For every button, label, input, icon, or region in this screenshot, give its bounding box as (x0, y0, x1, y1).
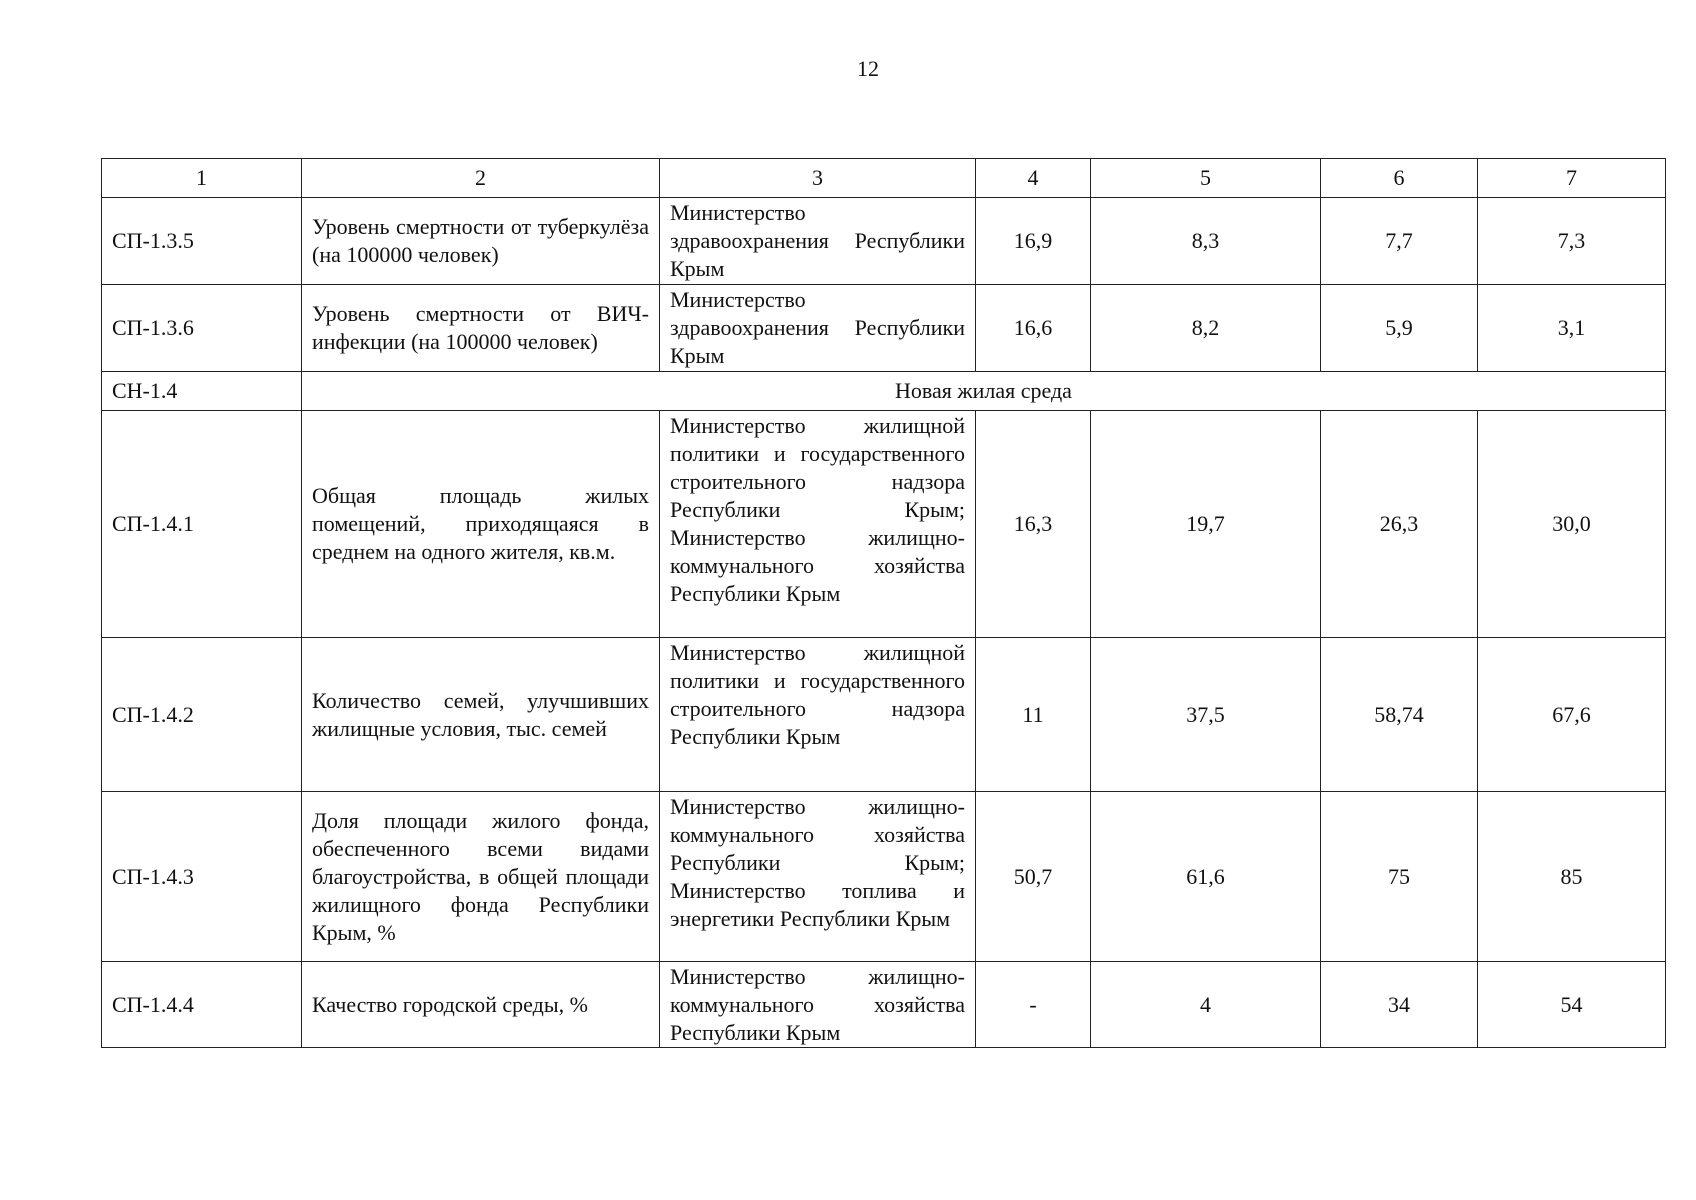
value-col-4: 50,7 (976, 792, 1091, 962)
value-col-4: 16,6 (976, 285, 1091, 372)
responsible-body: Министерство жилищно-коммунального хозяйства Республики Крым; Министерство топлива и энергетики Республики Крым (660, 792, 976, 962)
value-col-6: 5,9 (1321, 285, 1478, 372)
value-col-6: 75 (1321, 792, 1478, 962)
indicator-name: Количество семей, улучшивших жилищные условия, тыс. семей (302, 638, 660, 792)
section-row (102, 372, 1666, 411)
indicators-table (101, 158, 1666, 1048)
indicator-name: Уровень смертности от ВИЧ-инфекции (на 100000 человек) (302, 285, 660, 372)
indicator-name: Доля площади жилого фонда, обеспеченного всеми видами благоустройства, в общей площади жилищного фонда Республики Крым, % (302, 792, 660, 962)
responsible-body: Министерство жилищно-коммунального хозяйства Республики Крым (660, 962, 976, 1048)
value-col-5: 8,3 (1091, 198, 1321, 285)
responsible-body: Министерство здравоохранения Республики Крым (660, 285, 976, 372)
table-row (102, 285, 1666, 372)
table-row (102, 792, 1666, 962)
indicator-code: СП-1.4.4 (102, 962, 302, 1048)
value-col-7: 3,1 (1478, 285, 1666, 372)
value-col-7: 30,0 (1478, 411, 1666, 638)
column-header: 2 (302, 159, 660, 198)
indicator-code: СП-1.3.6 (102, 285, 302, 372)
indicator-code: СП-1.4.2 (102, 638, 302, 792)
column-header: 6 (1321, 159, 1478, 198)
value-col-5: 4 (1091, 962, 1321, 1048)
indicator-code: СП-1.3.5 (102, 198, 302, 285)
value-col-7: 67,6 (1478, 638, 1666, 792)
value-col-5: 61,6 (1091, 792, 1321, 962)
table-row (102, 638, 1666, 792)
value-col-6: 34 (1321, 962, 1478, 1048)
indicator-name: Уровень смертности от туберкулёза (на 100000 человек) (302, 198, 660, 285)
column-header: 5 (1091, 159, 1321, 198)
table-row (102, 962, 1666, 1048)
indicator-name: Качество городской среды, % (302, 962, 660, 1048)
table-header-row (102, 159, 1666, 198)
value-col-4: 11 (976, 638, 1091, 792)
responsible-body: Министерство жилищной политики и государственного строительного надзора Республики Крым; Министерство жилищно-коммунального хозяйства Республики Крым (660, 411, 976, 638)
value-col-4: - (976, 962, 1091, 1048)
indicator-code: СП-1.4.1 (102, 411, 302, 638)
table-row (102, 198, 1666, 285)
value-col-6: 7,7 (1321, 198, 1478, 285)
page-number: 12 (857, 56, 879, 81)
value-col-5: 8,2 (1091, 285, 1321, 372)
value-col-6: 26,3 (1321, 411, 1478, 638)
value-col-4: 16,3 (976, 411, 1091, 638)
value-col-4: 16,9 (976, 198, 1091, 285)
column-header: 7 (1478, 159, 1666, 198)
column-header: 3 (660, 159, 976, 198)
value-col-7: 85 (1478, 792, 1666, 962)
value-col-6: 58,74 (1321, 638, 1478, 792)
responsible-body: Министерство жилищной политики и государственного строительного надзора Республики Крым (660, 638, 976, 792)
column-header: 4 (976, 159, 1091, 198)
table-row (102, 411, 1666, 638)
value-col-5: 37,5 (1091, 638, 1321, 792)
section-title: Новая жилая среда (302, 372, 1666, 411)
column-header: 1 (102, 159, 302, 198)
indicator-code: СП-1.4.3 (102, 792, 302, 962)
section-code: СН-1.4 (102, 372, 302, 411)
value-col-5: 19,7 (1091, 411, 1321, 638)
value-col-7: 7,3 (1478, 198, 1666, 285)
value-col-7: 54 (1478, 962, 1666, 1048)
indicator-name: Общая площадь жилых помещений, приходящаяся в среднем на одного жителя, кв.м. (302, 411, 660, 638)
responsible-body: Министерство здравоохранения Республики Крым (660, 198, 976, 285)
